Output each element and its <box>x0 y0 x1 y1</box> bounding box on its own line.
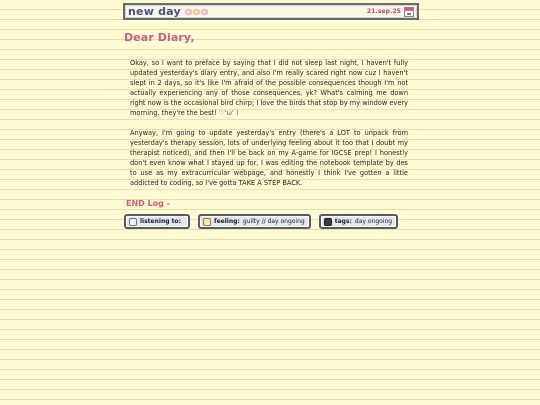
diary-page <box>123 3 419 229</box>
page-title: new day <box>128 5 181 18</box>
music-icon <box>129 218 137 226</box>
tag-icon <box>324 218 332 226</box>
listening-label: listening to: <box>140 218 181 225</box>
kaomoji: ♡'ω' ) <box>218 109 239 117</box>
title-decoration-icon <box>185 9 208 15</box>
feeling-label: feeling: <box>214 218 240 225</box>
feeling-chip[interactable] <box>198 214 311 229</box>
tags-value: day ongoing <box>354 218 393 225</box>
entry-paragraph-1 <box>130 58 408 118</box>
listening-chip[interactable] <box>124 214 190 229</box>
tags-chip[interactable] <box>319 214 398 229</box>
entry-meta-row <box>124 214 419 229</box>
header-date-group <box>367 7 414 17</box>
end-log-heading: END Log - <box>126 199 171 208</box>
entry-paragraph-1-text: Okay, so I want to preface by saying that I did not sleep last night, I haven't fully updated yesterday's diary entry, and also I'm really scared right now cuz I haven't slept in 2 days, so it's like I'm afraid of the possible consequences though I'm not actually experiencing any of those consequences, yk? What's calming me down right now is the occasional bird chirp; I love the birds that stop by my window every morning, they're the best! <box>130 59 408 117</box>
feeling-icon <box>203 218 211 226</box>
tags-label: tags: <box>334 218 352 225</box>
feeling-value: guilty // day ongoing <box>242 218 305 225</box>
entry-date: 21.sep.25 <box>366 8 401 15</box>
calendar-icon[interactable] <box>404 7 414 17</box>
entry-paragraph-2: Anyway, I'm going to update yesterday's entry (there's a LOT to unpack from yesterday's therapy session, lots of underlying feeling about it too that I doubt my therapist noticed), and then I'll be back on my A-game for IGCSE prep! I honestly don't even know what I stayed up for, I was editing the notebook template by des to use as my extracurricular webpage, and honestly I think I've gotten a little addicted to coding, so I've gotta TAKE A STEP BACK. <box>130 129 408 187</box>
header-bar <box>123 3 419 20</box>
greeting-heading: Dear Diary, <box>124 31 195 44</box>
diary-entry <box>130 58 408 188</box>
